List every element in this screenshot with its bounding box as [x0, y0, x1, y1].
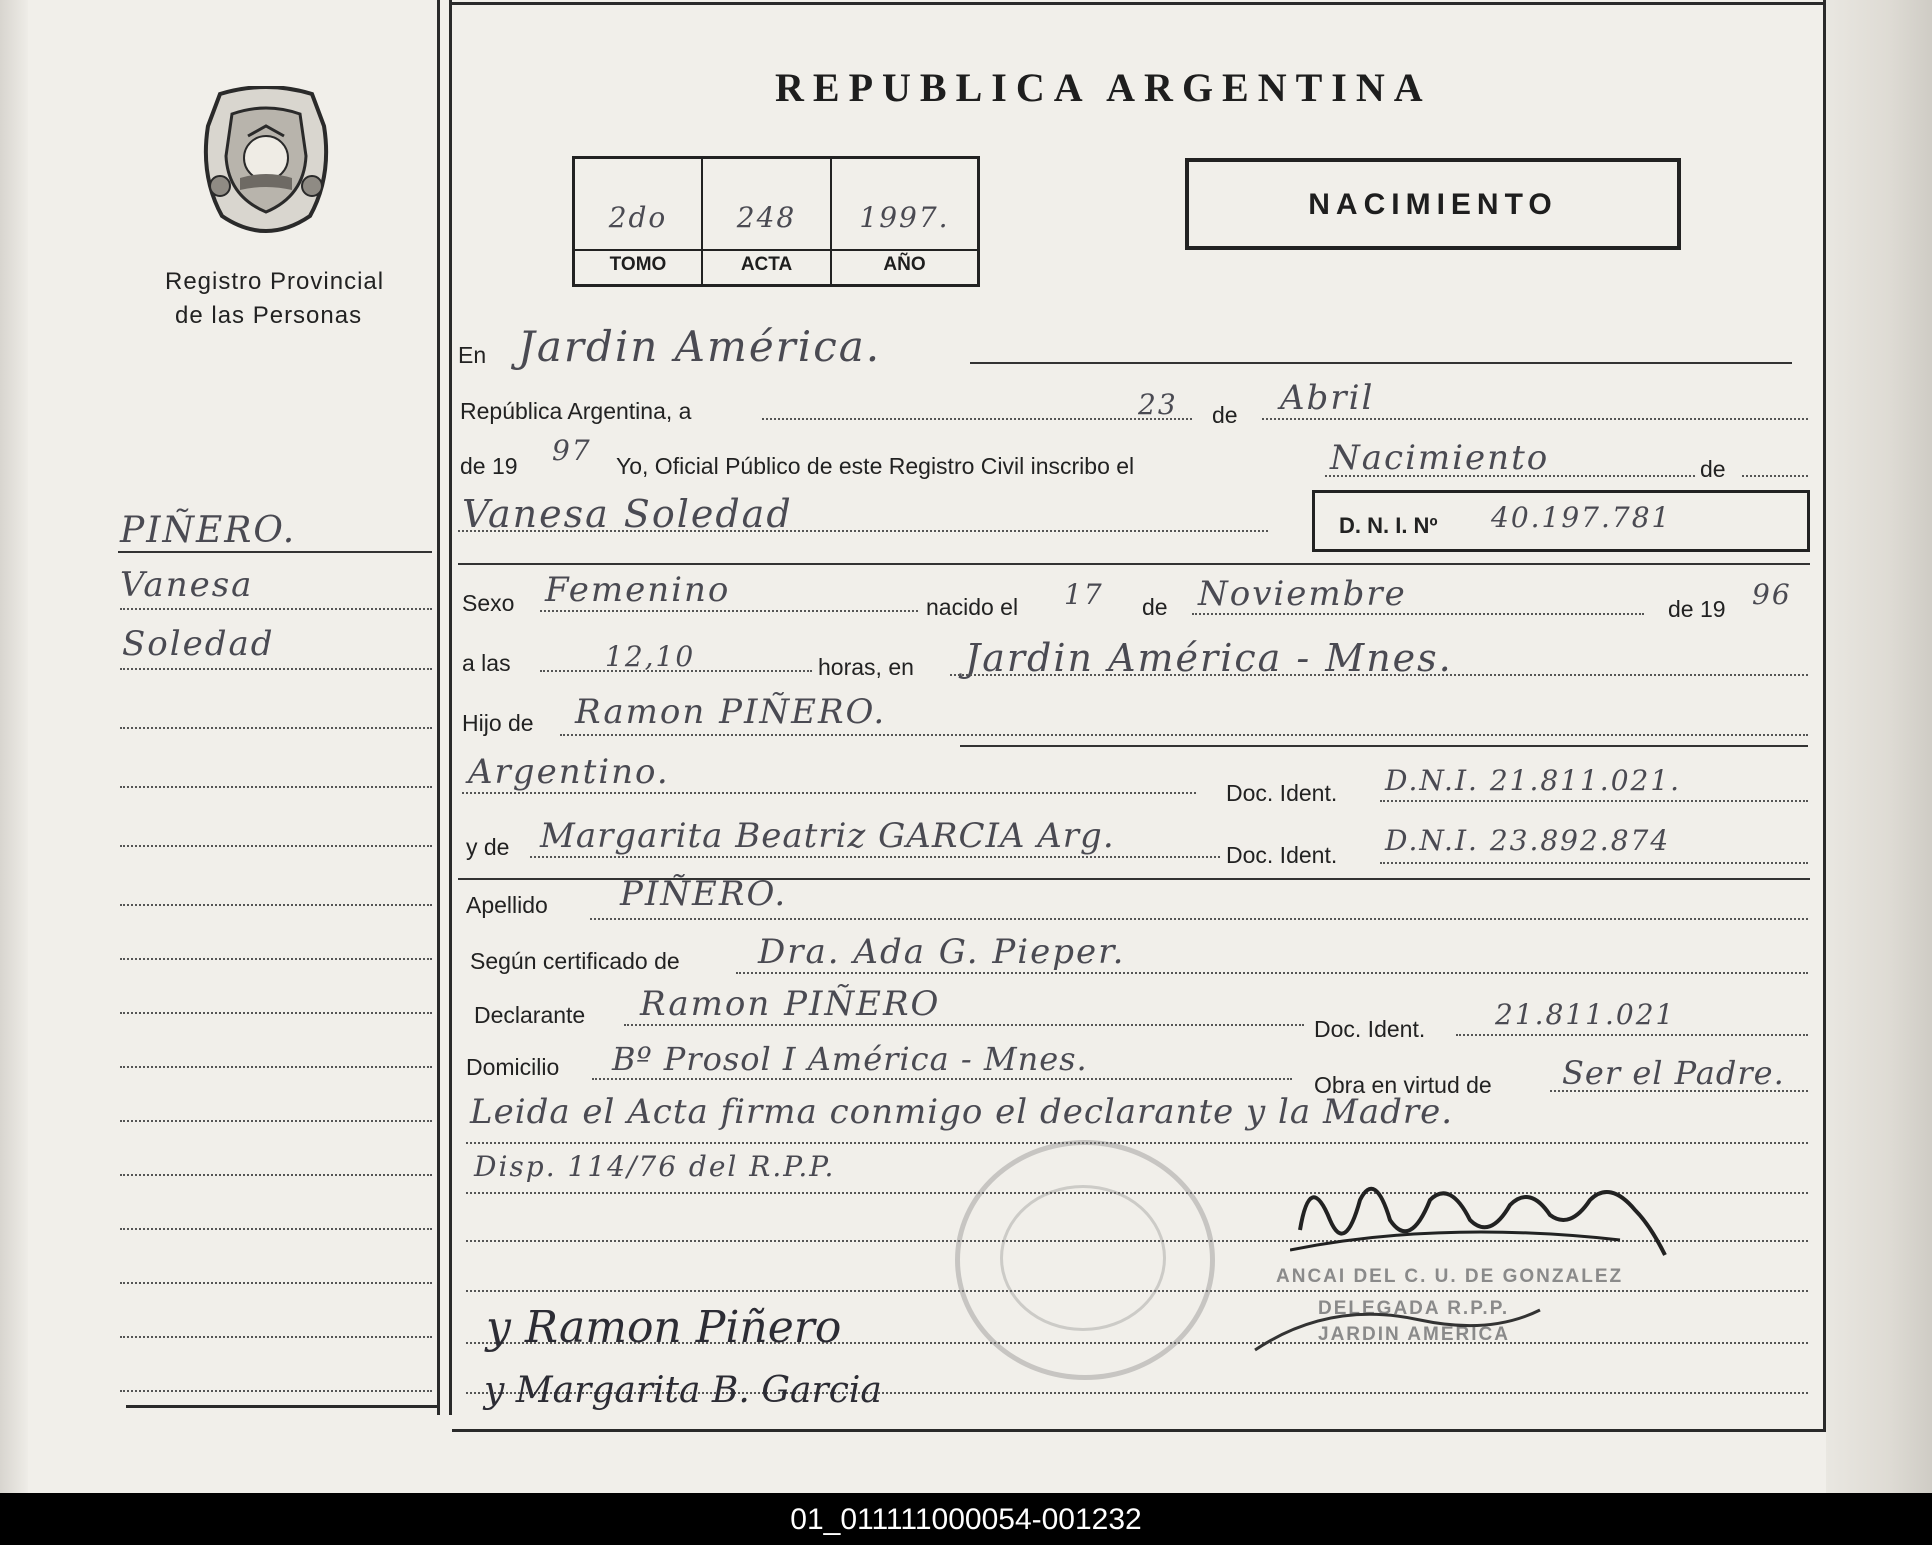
- declarante-doc-label: Doc. Ident.: [1314, 1016, 1426, 1042]
- nacido-label: nacido el: [926, 594, 1019, 620]
- sexo-label: Sexo: [462, 590, 515, 616]
- margin-line-6: [120, 904, 432, 906]
- declarante-doc-value: 21.811.021: [1495, 998, 1676, 1031]
- anio-cell: [832, 159, 977, 284]
- form-bottom-border: [452, 1429, 1823, 1432]
- father-doc-line: [1380, 800, 1808, 802]
- segun-label: Según certificado de: [470, 948, 680, 974]
- birth-place-line: [950, 674, 1808, 676]
- page-binding: [0, 0, 28, 1493]
- margin-line-14: [120, 1336, 432, 1338]
- month-line: [1262, 418, 1808, 420]
- official-round-stamp: [955, 1140, 1215, 1380]
- margin-line-1: [120, 608, 432, 610]
- margin-surname-line: [118, 551, 432, 553]
- apellido-line: [590, 918, 1808, 920]
- inscribo-line: [1325, 475, 1695, 477]
- acta-label: ACTA: [740, 254, 793, 275]
- official-stamp-line-2: DELEGADA R.P.P.: [1318, 1298, 1510, 1319]
- margin-line-5: [120, 845, 432, 847]
- dni-value: 40.197.781: [1491, 501, 1672, 534]
- mother-name: Margarita Beatriz GARCIA Arg.: [540, 816, 1115, 856]
- mother-doc-line: [1380, 862, 1808, 864]
- birth-year-value: 96: [1752, 578, 1792, 611]
- father-name-underline: [960, 745, 1808, 747]
- margin-surname: PIÑERO.: [120, 510, 297, 551]
- en-value: Jardin América.: [518, 322, 882, 371]
- margin-bottom-border: [126, 1405, 437, 1408]
- image-id-label: 01_011111000054-001232: [790, 1503, 1142, 1536]
- official-round-stamp-inner: [1000, 1185, 1166, 1331]
- father-doc-value: D.N.I. 21.811.021.: [1385, 764, 1682, 797]
- note-line-1: Leida el Acta firma conmigo el declarante y la Madre.: [470, 1092, 1454, 1132]
- certificado-value: Dra. Ada G. Pieper.: [758, 932, 1126, 972]
- record-type-label: NACIMIENTO: [1308, 188, 1558, 221]
- mother-name-line: [530, 856, 1220, 858]
- horas-label: horas, en: [818, 654, 914, 680]
- hijo-label: Hijo de: [462, 710, 534, 736]
- form-top-border: [452, 2, 1823, 5]
- registry-name-line1: Registro Provincial: [165, 268, 385, 295]
- inscribo-de-line: [1742, 475, 1808, 477]
- obra-label: Obra en virtud de: [1314, 1072, 1492, 1098]
- oficial-text: Yo, Oficial Público de este Registro Civil inscribo el: [616, 453, 1135, 479]
- form-left-border: [449, 0, 452, 1415]
- domicilio-label: Domicilio: [466, 1054, 560, 1080]
- father-doc-label: Doc. Ident.: [1226, 780, 1338, 806]
- official-stamp-line-1: ANCAI DEL C. U. DE GONZALEZ: [1276, 1266, 1624, 1287]
- obra-value: Ser el Padre.: [1562, 1054, 1785, 1092]
- declarante-value: Ramon PIÑERO: [640, 984, 941, 1024]
- domicilio-line: [592, 1078, 1292, 1080]
- father-name: Ramon PIÑERO.: [575, 692, 887, 732]
- margin-line-9: [120, 1066, 432, 1068]
- father-name-line: [560, 734, 1808, 736]
- apellido-value: PIÑERO.: [620, 874, 788, 914]
- dni-box: [1312, 490, 1810, 552]
- margin-line-12: [120, 1228, 432, 1230]
- official-flourish-icon: [1250, 1290, 1550, 1360]
- document-title: REPUBLICA ARGENTINA: [775, 65, 1432, 110]
- registered-name-line: [458, 530, 1268, 532]
- birth-place-value: Jardin América - Mnes.: [965, 636, 1453, 680]
- form-right-border: [1823, 0, 1826, 1432]
- margin-given-name-1: Vanesa: [120, 565, 254, 605]
- en-line: [970, 362, 1792, 364]
- hour-value: 12,10: [605, 640, 696, 673]
- note-rule-1: [466, 1142, 1808, 1144]
- father-nationality-line: [462, 792, 1196, 794]
- margin-line-11: [120, 1174, 432, 1176]
- birth-month-value: Noviembre: [1198, 574, 1407, 614]
- anio-label: AÑO: [883, 254, 926, 275]
- margin-line-13: [120, 1282, 432, 1284]
- sexo-value: Femenino: [545, 570, 731, 610]
- sexo-line: [540, 610, 918, 612]
- birth-day-value: 17: [1064, 578, 1104, 611]
- en-label: En: [458, 342, 487, 368]
- mother-signature: y Margarita B. Garcia: [484, 1370, 882, 1411]
- day-line: [762, 418, 1192, 420]
- record-number-box: [572, 156, 980, 287]
- hour-line: [540, 670, 812, 672]
- declarante-doc-line: [1456, 1034, 1808, 1036]
- section-divider-1: [458, 563, 1810, 565]
- birth-day-de-label: de: [1142, 594, 1168, 620]
- margin-line-4: [120, 786, 432, 788]
- declarante-line: [624, 1024, 1304, 1026]
- inscribo-de-label: de: [1700, 456, 1726, 482]
- apellido-label: Apellido: [466, 892, 548, 918]
- month-value: Abril: [1280, 378, 1375, 418]
- day-value: 23: [1138, 388, 1178, 421]
- margin-given-name-2: Soledad: [122, 624, 275, 664]
- margin-line-3: [120, 727, 432, 729]
- declarante-label: Declarante: [474, 1002, 586, 1028]
- record-type-box: [1185, 158, 1681, 250]
- yde-label: y de: [466, 834, 510, 860]
- year-prefix-label: de 19: [460, 453, 518, 479]
- acta-cell: [703, 159, 832, 284]
- tomo-value: 2do: [608, 201, 668, 234]
- record-box-divider: [575, 249, 977, 251]
- official-signature-icon: [1290, 1160, 1670, 1270]
- obra-line: [1550, 1090, 1808, 1092]
- tomo-label: TOMO: [609, 254, 667, 275]
- margin-line-10: [120, 1120, 432, 1122]
- father-nationality: Argentino.: [468, 752, 670, 792]
- day-de-label: de: [1212, 402, 1238, 428]
- acta-value: 248: [736, 201, 797, 234]
- margin-line-7: [120, 958, 432, 960]
- birth-month-line: [1192, 613, 1644, 615]
- domicilio-value: Bº Prosol I América - Mnes.: [612, 1040, 1088, 1078]
- mother-doc-label: Doc. Ident.: [1226, 842, 1338, 868]
- registry-name-line2: de las Personas: [175, 302, 363, 329]
- mother-doc-value: D.N.I. 23.892.874: [1385, 824, 1671, 857]
- margin-line-8: [120, 1012, 432, 1014]
- republica-label: República Argentina, a: [460, 398, 692, 424]
- official-stamp-line-3: JARDIN AMERICA: [1318, 1324, 1510, 1345]
- certificado-line: [736, 972, 1808, 974]
- inscribo-value: Nacimiento: [1330, 438, 1550, 478]
- registered-name: Vanesa Soledad: [462, 492, 793, 536]
- father-signature: y Ramon Piñero: [486, 1302, 842, 1353]
- margin-divider: [437, 0, 440, 1415]
- note-line-2: Disp. 114/76 del R.P.P.: [474, 1150, 836, 1183]
- year-value: 97: [552, 434, 592, 467]
- margin-line-15: [120, 1390, 432, 1392]
- image-id-bar: [0, 1493, 1932, 1545]
- birth-year-prefix-label: de 19: [1668, 596, 1726, 622]
- page-gutter: [1826, 0, 1932, 1493]
- anio-value: 1997.: [859, 201, 950, 234]
- tomo-cell: [575, 159, 703, 284]
- provincial-seal-icon: [200, 86, 332, 242]
- margin-line-2: [120, 668, 432, 670]
- alas-label: a las: [462, 650, 511, 676]
- dni-label: D. N. I. Nº: [1339, 513, 1438, 538]
